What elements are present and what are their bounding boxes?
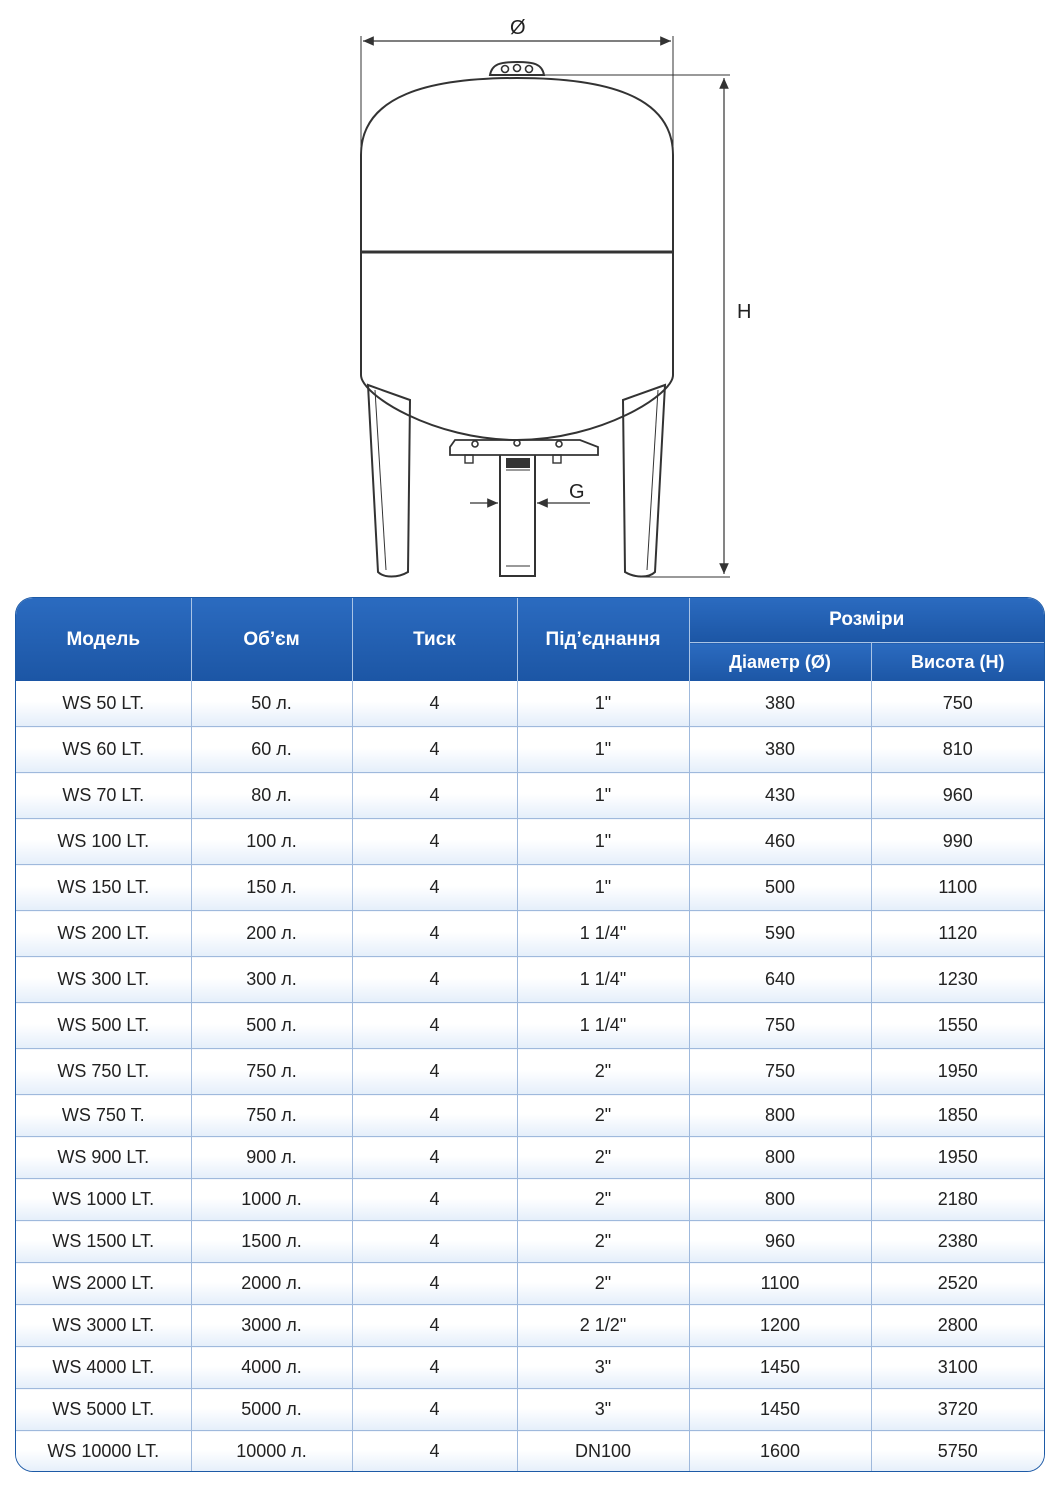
cell-pressure: 4 [352, 773, 517, 819]
cell-diameter: 750 [689, 1003, 871, 1049]
table-body [16, 681, 1044, 1472]
table-row [16, 1263, 1044, 1305]
table-header [16, 598, 1044, 681]
cell-pressure: 4 [352, 1305, 517, 1347]
table-row [16, 727, 1044, 773]
cell-model: WS 750 LT. [16, 1049, 191, 1095]
cell-pressure: 4 [352, 1003, 517, 1049]
cell-model: WS 4000 LT. [16, 1347, 191, 1389]
cell-model: WS 2000 LT. [16, 1263, 191, 1305]
cell-volume: 300 л. [191, 957, 352, 1003]
cell-diameter: 800 [689, 1137, 871, 1179]
cell-volume: 5000 л. [191, 1389, 352, 1431]
table-row [16, 681, 1044, 727]
header-pressure: Тиск [352, 598, 517, 681]
cell-connection: 1" [517, 773, 689, 819]
table-row [16, 1389, 1044, 1431]
cell-volume: 50 л. [191, 681, 352, 727]
cell-height: 2800 [871, 1305, 1044, 1347]
cell-diameter: 1100 [689, 1263, 871, 1305]
cell-model: WS 300 LT. [16, 957, 191, 1003]
cell-diameter: 1600 [689, 1431, 871, 1473]
header-model: Модель [16, 598, 191, 681]
cell-height: 1100 [871, 865, 1044, 911]
cell-pressure: 4 [352, 1095, 517, 1137]
header-connection: Під’єднання [517, 598, 689, 681]
cell-height: 960 [871, 773, 1044, 819]
cell-model: WS 200 LT. [16, 911, 191, 957]
cell-pressure: 4 [352, 1347, 517, 1389]
cell-height: 2180 [871, 1179, 1044, 1221]
cell-connection: 2" [517, 1263, 689, 1305]
cell-volume: 60 л. [191, 727, 352, 773]
header-height: Висота (H) [871, 643, 1044, 682]
table-row [16, 1431, 1044, 1473]
cell-connection: 1" [517, 681, 689, 727]
cell-volume: 10000 л. [191, 1431, 352, 1473]
cell-height: 1120 [871, 911, 1044, 957]
table-row [16, 1305, 1044, 1347]
cell-model: WS 900 LT. [16, 1137, 191, 1179]
cell-diameter: 1200 [689, 1305, 871, 1347]
cell-height: 5750 [871, 1431, 1044, 1473]
cell-height: 990 [871, 819, 1044, 865]
cell-height: 1550 [871, 1003, 1044, 1049]
cell-pressure: 4 [352, 1389, 517, 1431]
cell-pressure: 4 [352, 1137, 517, 1179]
cell-connection: 1 1/4" [517, 1003, 689, 1049]
cell-volume: 100 л. [191, 819, 352, 865]
cell-volume: 1500 л. [191, 1221, 352, 1263]
table-row [16, 957, 1044, 1003]
header-dimensions: Розміри [689, 598, 1044, 643]
table-row [16, 1095, 1044, 1137]
cell-diameter: 1450 [689, 1389, 871, 1431]
cell-height: 750 [871, 681, 1044, 727]
cell-height: 2380 [871, 1221, 1044, 1263]
cell-connection: 3" [517, 1347, 689, 1389]
cell-diameter: 500 [689, 865, 871, 911]
cell-volume: 4000 л. [191, 1347, 352, 1389]
cell-model: WS 750 T. [16, 1095, 191, 1137]
cell-pressure: 4 [352, 819, 517, 865]
cell-height: 2520 [871, 1263, 1044, 1305]
cell-pressure: 4 [352, 1179, 517, 1221]
cell-pressure: 4 [352, 911, 517, 957]
cell-connection: 1 1/4" [517, 957, 689, 1003]
cell-connection: 2" [517, 1179, 689, 1221]
diameter-label: Ø [510, 17, 526, 39]
cell-volume: 750 л. [191, 1049, 352, 1095]
cell-height: 3100 [871, 1347, 1044, 1389]
cell-diameter: 1450 [689, 1347, 871, 1389]
cell-pressure: 4 [352, 727, 517, 773]
cell-model: WS 150 LT. [16, 865, 191, 911]
cell-volume: 1000 л. [191, 1179, 352, 1221]
cell-pressure: 4 [352, 865, 517, 911]
cell-diameter: 380 [689, 681, 871, 727]
tank-technical-drawing [0, 0, 1058, 590]
cell-volume: 750 л. [191, 1095, 352, 1137]
cell-connection: 2" [517, 1095, 689, 1137]
cell-pressure: 4 [352, 681, 517, 727]
connection-label: G [569, 481, 585, 503]
cell-height: 1950 [871, 1049, 1044, 1095]
table-row [16, 1137, 1044, 1179]
cell-model: WS 1500 LT. [16, 1221, 191, 1263]
cell-model: WS 500 LT. [16, 1003, 191, 1049]
cell-connection: 1" [517, 727, 689, 773]
specifications-table [15, 597, 1045, 1472]
cell-model: WS 60 LT. [16, 727, 191, 773]
cell-volume: 200 л. [191, 911, 352, 957]
cell-diameter: 460 [689, 819, 871, 865]
cell-pressure: 4 [352, 1221, 517, 1263]
cell-diameter: 960 [689, 1221, 871, 1263]
table-row [16, 773, 1044, 819]
cell-connection: 2 1/2" [517, 1305, 689, 1347]
cell-connection: 1" [517, 865, 689, 911]
cell-height: 1850 [871, 1095, 1044, 1137]
table-row [16, 865, 1044, 911]
table-row [16, 1347, 1044, 1389]
cell-connection: DN100 [517, 1431, 689, 1473]
cell-model: WS 50 LT. [16, 681, 191, 727]
cell-connection: 3" [517, 1389, 689, 1431]
cell-connection: 1" [517, 819, 689, 865]
table-row [16, 911, 1044, 957]
table-row [16, 1221, 1044, 1263]
cell-diameter: 800 [689, 1095, 871, 1137]
cell-pressure: 4 [352, 1049, 517, 1095]
cell-diameter: 380 [689, 727, 871, 773]
cell-diameter: 430 [689, 773, 871, 819]
table-row [16, 1179, 1044, 1221]
cell-height: 1230 [871, 957, 1044, 1003]
cell-pressure: 4 [352, 1263, 517, 1305]
height-label: H [737, 301, 752, 323]
cell-pressure: 4 [352, 957, 517, 1003]
cell-diameter: 640 [689, 957, 871, 1003]
cell-pressure: 4 [352, 1431, 517, 1473]
cell-volume: 500 л. [191, 1003, 352, 1049]
cell-height: 1950 [871, 1137, 1044, 1179]
cell-volume: 150 л. [191, 865, 352, 911]
cell-model: WS 70 LT. [16, 773, 191, 819]
cell-volume: 900 л. [191, 1137, 352, 1179]
header-diameter: Діаметр (Ø) [689, 643, 871, 682]
cell-model: WS 5000 LT. [16, 1389, 191, 1431]
cell-connection: 2" [517, 1049, 689, 1095]
cell-diameter: 800 [689, 1179, 871, 1221]
cell-connection: 2" [517, 1221, 689, 1263]
cell-volume: 2000 л. [191, 1263, 352, 1305]
cell-diameter: 750 [689, 1049, 871, 1095]
cell-volume: 3000 л. [191, 1305, 352, 1347]
cell-model: WS 3000 LT. [16, 1305, 191, 1347]
table-row [16, 819, 1044, 865]
cell-connection: 1 1/4" [517, 911, 689, 957]
cell-height: 3720 [871, 1389, 1044, 1431]
cell-connection: 2" [517, 1137, 689, 1179]
cell-model: WS 1000 LT. [16, 1179, 191, 1221]
cell-model: WS 10000 LT. [16, 1431, 191, 1473]
cell-height: 810 [871, 727, 1044, 773]
cell-volume: 80 л. [191, 773, 352, 819]
table-row [16, 1003, 1044, 1049]
header-volume: Об’єм [191, 598, 352, 681]
cell-model: WS 100 LT. [16, 819, 191, 865]
table-row [16, 1049, 1044, 1095]
cell-diameter: 590 [689, 911, 871, 957]
